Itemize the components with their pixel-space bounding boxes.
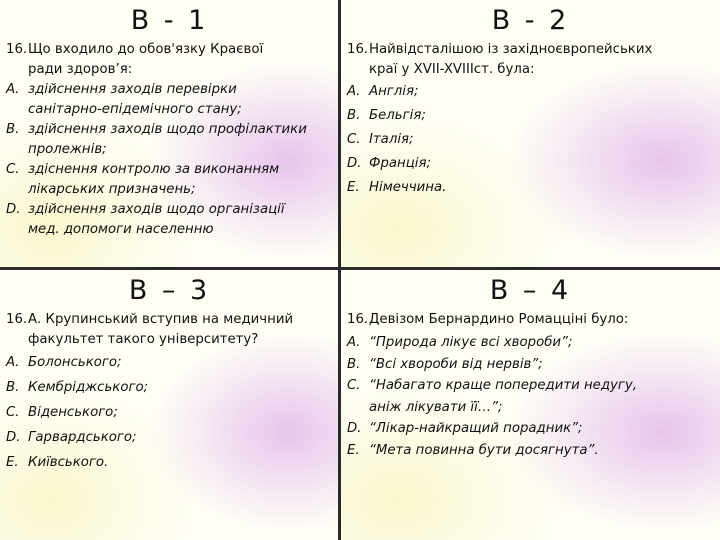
answer-options: [0, 350, 339, 475]
option-letter: В.: [347, 356, 361, 372]
option-letter: E.: [6, 455, 19, 470]
option-text: Англія;: [369, 84, 419, 99]
question-number: 16.: [6, 312, 28, 327]
question-number: 16.: [6, 42, 28, 57]
question: [341, 38, 720, 80]
option-letter: D.: [6, 202, 21, 217]
option-text: здіснення контролю за виконанням: [28, 162, 280, 177]
option-text: Франція;: [369, 156, 431, 171]
question-number: 16.: [347, 312, 369, 327]
variant-1-cell: [0, 0, 339, 268]
option-text: здійснення заходів щодо профілактики: [28, 122, 307, 137]
answer-option[interactable]: [347, 332, 716, 354]
answer-option[interactable]: [347, 152, 716, 176]
answer-option[interactable]: [6, 350, 335, 375]
option-text: “Природа лікує всі хвороби”;: [369, 335, 573, 350]
option-text-cont: санітарно-епідемічного стану;: [28, 102, 242, 117]
vertical-divider: [338, 0, 341, 540]
variant-2-cell: [341, 0, 720, 268]
question: [341, 308, 720, 330]
question: [0, 38, 339, 80]
answer-option[interactable]: [347, 354, 716, 376]
option-text: Київського.: [28, 455, 109, 470]
question-text-cont: факультет такого університету?: [28, 332, 259, 347]
answer-option[interactable]: [347, 418, 716, 440]
option-text: Бельгія;: [369, 108, 426, 123]
option-text: Італія;: [369, 132, 414, 147]
answer-option[interactable]: [347, 440, 716, 462]
question-text: Девізом Бернардино Ромаццінi було:: [369, 312, 629, 327]
option-text: “Набагато краще попередити недугу,: [369, 378, 637, 393]
option-letter: E.: [347, 442, 360, 458]
answer-options: [341, 80, 720, 200]
answer-option[interactable]: [347, 80, 716, 104]
option-letter: А.: [347, 335, 361, 350]
answer-option[interactable]: [347, 375, 716, 418]
option-text-cont: аніж лікувати її…”;: [369, 399, 503, 415]
question-text-cont: ради здоров’я:: [28, 62, 133, 77]
option-letter: С.: [6, 405, 20, 420]
question-text: А. Крупинський вступив на медичний: [28, 312, 294, 327]
option-text-cont: лікарських призначень;: [28, 182, 196, 197]
option-text: здійснення заходів щодо організації: [28, 202, 285, 217]
option-letter: E.: [347, 180, 360, 195]
answer-option[interactable]: [6, 200, 335, 240]
option-text: “Лікар-найкращий порадник”;: [369, 421, 583, 436]
question-text: Найвідсталішою із західноєвропейських: [369, 42, 653, 57]
option-text: Віденського;: [28, 405, 118, 420]
variant-title: В - 2: [491, 5, 570, 36]
option-letter: А.: [347, 84, 361, 99]
variant-4-cell: [341, 270, 720, 540]
answer-option[interactable]: [6, 160, 335, 200]
variant-title: В - 1: [130, 5, 209, 36]
variant-title: В – 3: [128, 275, 211, 306]
option-letter: А.: [6, 355, 20, 370]
question-text-cont: краї у XVII-XVIIIст. була:: [369, 62, 535, 77]
answer-option[interactable]: [347, 176, 716, 200]
option-letter: D.: [6, 430, 21, 445]
question: [0, 308, 339, 350]
answer-option[interactable]: [347, 128, 716, 152]
answer-option[interactable]: [6, 375, 335, 400]
option-text: Болонського;: [28, 355, 122, 370]
option-letter: D.: [347, 156, 362, 171]
answer-options: [341, 332, 720, 461]
option-letter: С.: [6, 162, 20, 177]
option-text: “Всі хвороби від нервів”;: [369, 356, 543, 372]
option-text: здійснення заходів перевірки: [28, 82, 237, 97]
variant-3-cell: [0, 270, 339, 540]
option-letter: В.: [347, 108, 361, 123]
option-text-cont: мед. допомоги населенню: [28, 222, 214, 237]
answer-options: [0, 80, 339, 240]
option-text: “Мета повинна бути досягнута”.: [369, 442, 599, 458]
option-text-cont: пролежнів;: [28, 142, 107, 157]
answer-option[interactable]: [6, 80, 335, 120]
question-text: Що входило до обов'язку Краєвої: [28, 42, 264, 57]
option-text: Німеччина.: [369, 180, 447, 195]
option-letter: В.: [6, 380, 20, 395]
option-letter: С.: [347, 378, 361, 393]
horizontal-divider: [0, 267, 720, 270]
option-letter: В.: [6, 122, 20, 137]
option-text: Кембріджського;: [28, 380, 149, 395]
option-letter: А.: [6, 82, 20, 97]
question-number: 16.: [347, 42, 369, 57]
answer-option[interactable]: [6, 425, 335, 450]
answer-option[interactable]: [6, 400, 335, 425]
option-letter: С.: [347, 132, 361, 147]
option-text: Гарвардського;: [28, 430, 137, 445]
option-letter: D.: [347, 421, 362, 436]
answer-option[interactable]: [6, 450, 335, 475]
answer-option[interactable]: [347, 104, 716, 128]
variant-title: В – 4: [489, 275, 572, 306]
answer-option[interactable]: [6, 120, 335, 160]
